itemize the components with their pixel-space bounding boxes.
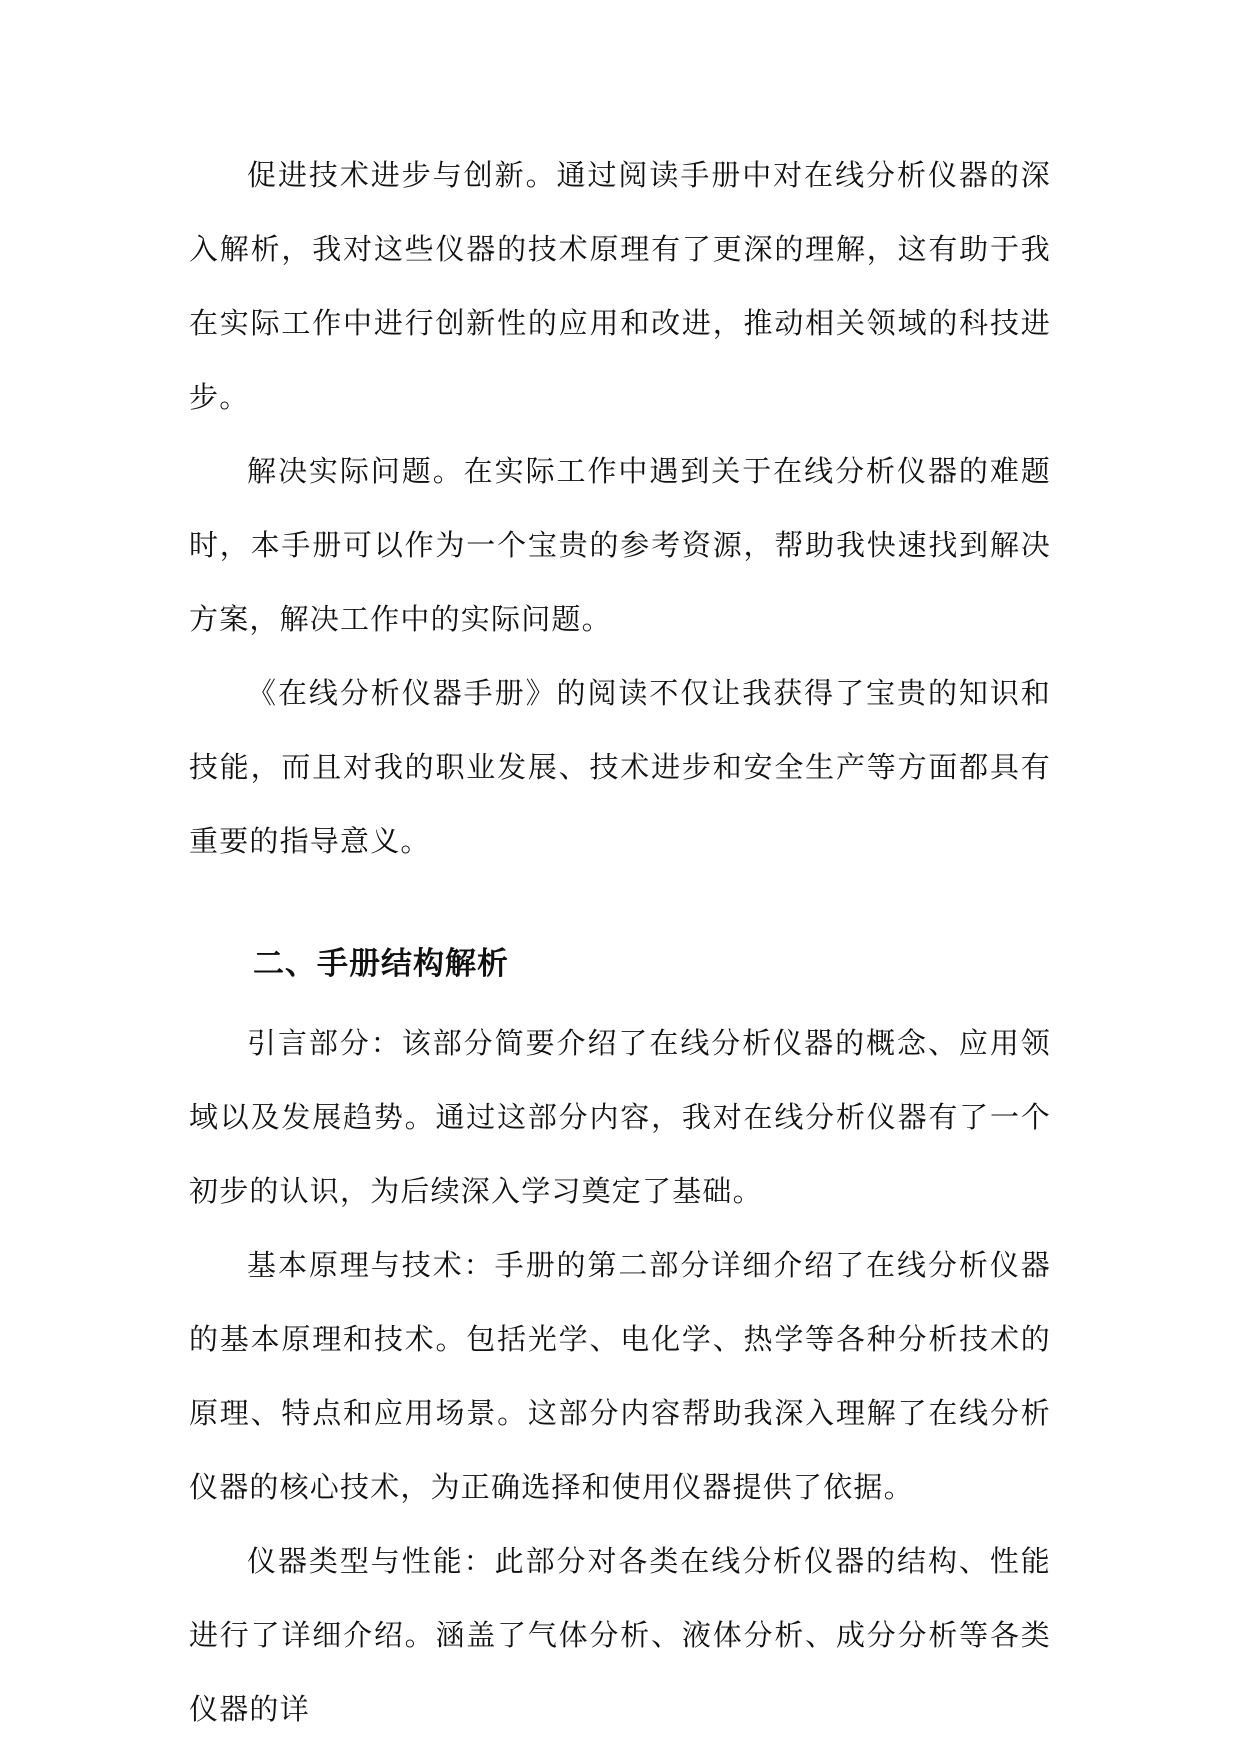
- paragraph-tech-progress: 促进技术进步与创新。通过阅读手册中对在线分析仪器的深入解析，我对这些仪器的技术原理有了更深的理解，这有助于我在实际工作中进行创新性的应用和改进，推动相关领域的科技进步。: [189, 158, 1051, 414]
- paragraph-solve-problems: 解决实际问题。在实际工作中遇到关于在线分析仪器的难题时，本手册可以作为一个宝贵的参考资源，帮助我快速找到解决方案，解决工作中的实际问题。: [189, 454, 1051, 636]
- section-heading: 二、手册结构解析: [253, 946, 509, 982]
- document-body: [189, 138, 1051, 1746]
- spacer: [189, 878, 1051, 924]
- paragraph-instrument-types: 仪器类型与性能：此部分对各类在线分析仪器的结构、性能进行了详细介绍。涵盖了气体分析、液体分析、成分分析等各类仪器的详: [189, 1544, 1051, 1726]
- paragraph-introduction: 引言部分：该部分简要介绍了在线分析仪器的概念、应用领域以及发展趋势。通过这部分内容，我对在线分析仪器有了一个初步的认识，为后续深入学习奠定了基础。: [189, 1026, 1051, 1208]
- paragraph-summary: 《在线分析仪器手册》的阅读不仅让我获得了宝贵的知识和技能，而且对我的职业发展、技术进步和安全生产等方面都具有重要的指导意义。: [189, 676, 1051, 858]
- paragraph-principles: 基本原理与技术：手册的第二部分详细介绍了在线分析仪器的基本原理和技术。包括光学、电化学、热学等各种分析技术的原理、特点和应用场景。这部分内容帮助我深入理解了在线分析仪器的核心技术，为正确选择和使用仪器提供了依据。: [189, 1248, 1051, 1504]
